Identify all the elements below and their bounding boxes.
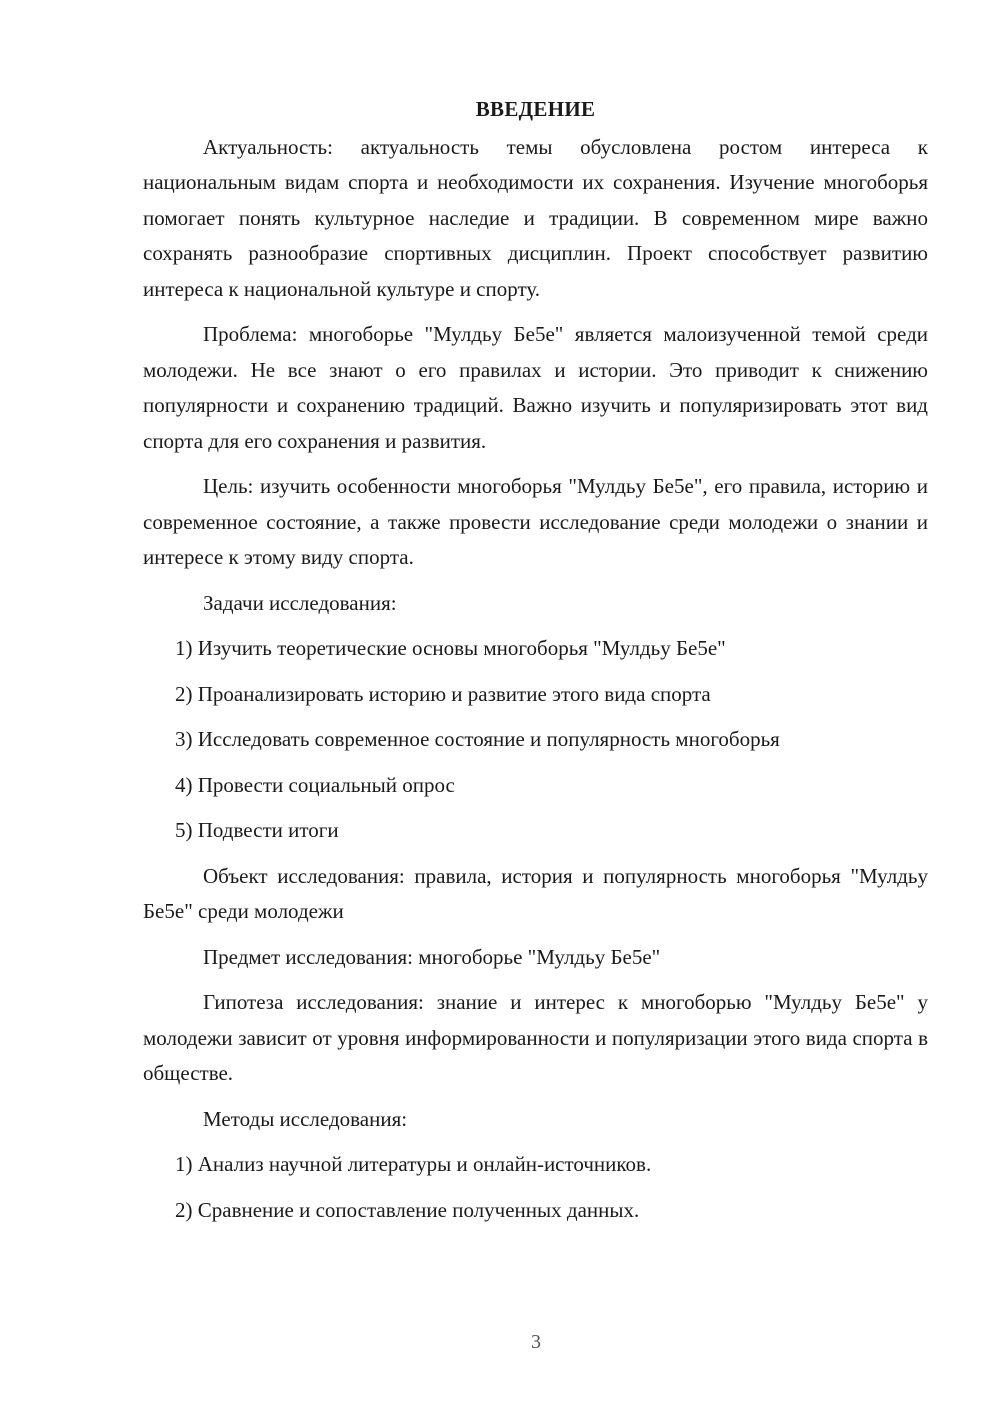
tasks-list: [143, 631, 928, 849]
methods-heading: Методы исследования:: [203, 1106, 408, 1131]
document-page: [143, 92, 928, 1238]
list-item: 2) Сравнение и сопоставление полученных данных.: [175, 1197, 640, 1222]
goal-paragraph: Цель: изучить особенности многоборья "Мулдьу Бе5е", его правила, историю и современное состояние, а также провести исследование среди молодежи о знании и интересе к этому виду спорта.: [143, 474, 928, 569]
list-item: 1) Анализ научной литературы и онлайн-источников.: [175, 1152, 652, 1176]
tasks-heading: Задачи исследования:: [203, 590, 397, 615]
hypothesis-paragraph: Гипотеза исследования: знание и интерес к многоборью "Мулдьу Бе5е" у молодежи зависит от уровня информированности и популяризации этого вида спорта в обществе.: [143, 990, 928, 1085]
section-title: ВВЕДЕНИЕ: [475, 97, 596, 121]
page-number: 3: [531, 1331, 541, 1353]
list-item: 1) Изучить теоретические основы многоборья "Мулдьу Бе5е": [175, 636, 726, 660]
list-item: 5) Подвести итоги: [175, 818, 339, 842]
relevance-paragraph: Актуальность: актуальность темы обусловлена ростом интереса к национальным видам спорта и необходимости их сохранения. Изучение многоборья помогает понять культурное наследие и традиции. В современном мире важно сохранять разнообразие спортивных дисциплин. Проект способствует развитию интереса к национальной культуре и спорту.: [143, 134, 928, 301]
list-item: 4) Провести социальный опрос: [175, 772, 455, 797]
object-paragraph: Объект исследования: правила, история и популярность многоборья "Мулдьу Бе5е" среди молодежи: [143, 863, 928, 923]
problem-paragraph: Проблема: многоборье "Мулдьу Бе5е" является малоизученной темой среди молодежи. Не все знают о его правилах и истории. Это приводит к снижению популярности и сохранению традиций. Важно изучить и популяризировать этот вид спорта для его сохранения и развития.: [143, 322, 928, 453]
subject-paragraph: Предмет исследования: многоборье "Мулдьу Бе5е": [203, 944, 661, 969]
methods-list: [143, 1147, 928, 1228]
list-item: 2) Проанализировать историю и развитие этого вида спорта: [175, 681, 711, 706]
list-item: 3) Исследовать современное состояние и популярность многоборья: [175, 727, 780, 751]
